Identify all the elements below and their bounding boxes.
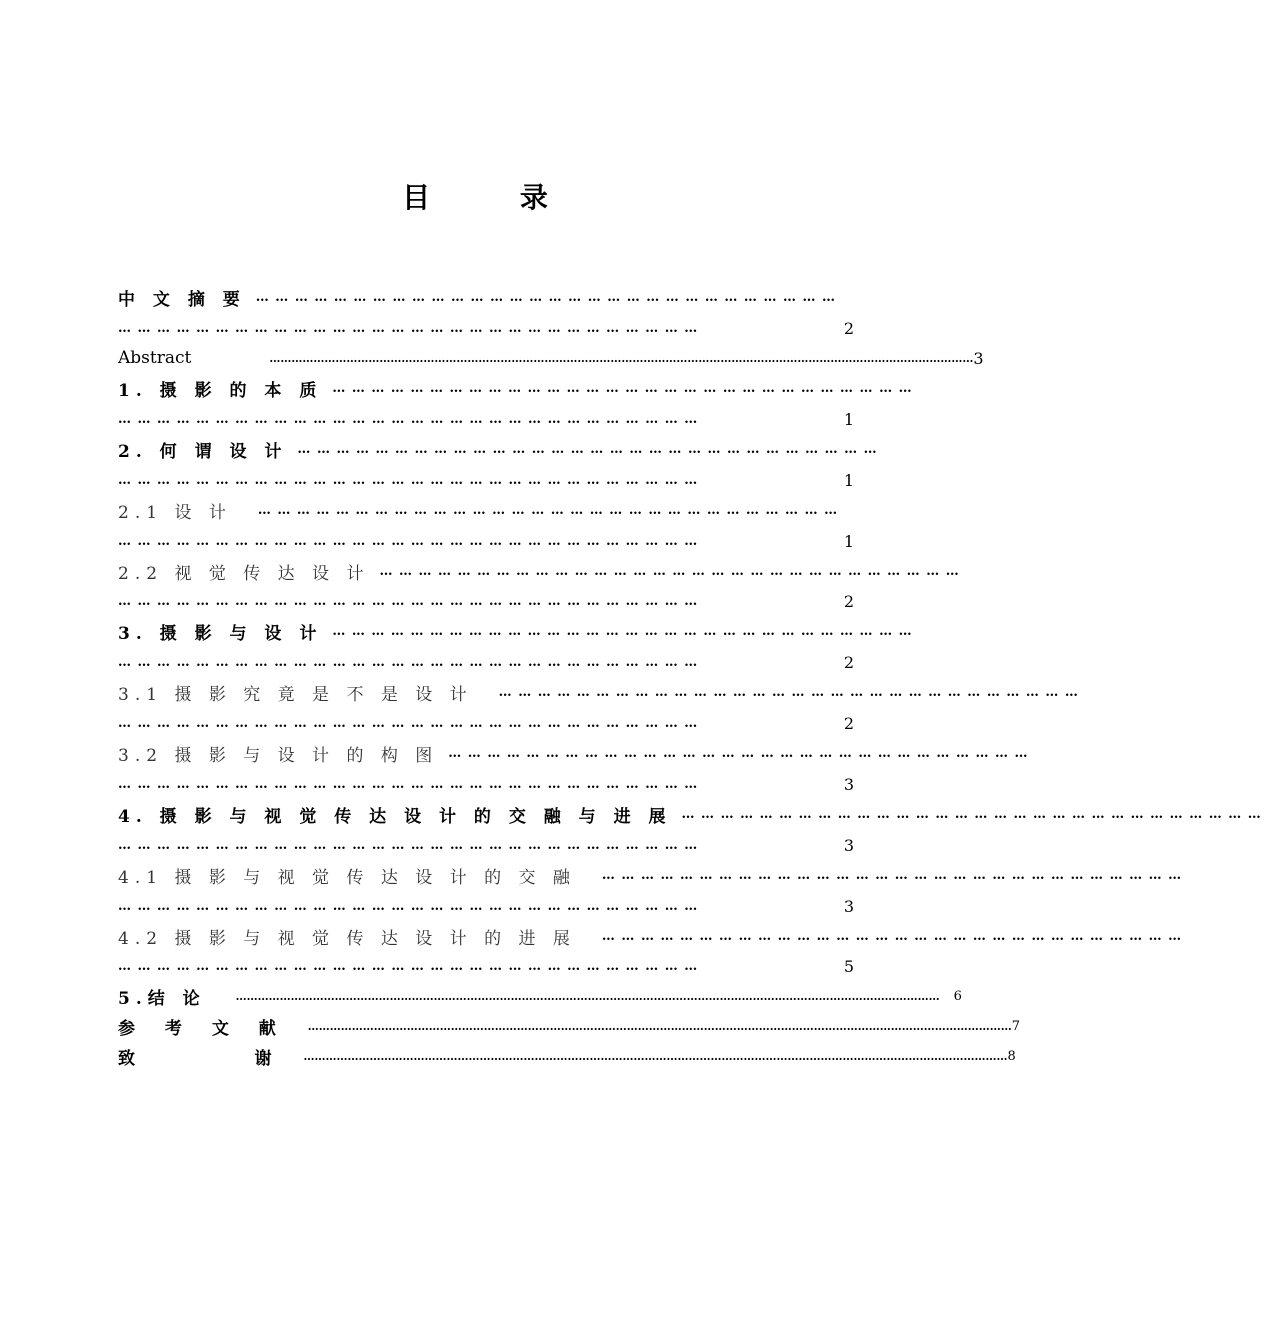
toc-entry-4-2-cont: [118, 955, 854, 977]
leader-dots: … … … … … … … … … … … … … … … … … … … … … … … … … … … … … …: [257, 502, 839, 518]
toc-entry-label: 4. 摄 影 与 视 觉 传 达 设 计 的 交 融 与 进 展: [118, 806, 672, 827]
leader-dots: … … … … … … … … … … … … … … … … … … … … … … … … … … … … … …: [118, 958, 699, 974]
toc-entry-label: 3.1 摄 影 究 竟 是 不 是 设 计: [118, 684, 473, 705]
toc-entry-label: 4.2 摄 影 与 视 觉 传 达 设 计 的 进 展: [118, 928, 576, 949]
leader-dots: … … … … … … … … … … … … … … … … … … … … … … … … … … … … … …: [297, 441, 878, 457]
leader-dots: … … … … … … … … … … … … … … … … … … … … … … … … … … … … … …: [118, 776, 699, 792]
toc-entry-abstract-en[interactable]: [118, 347, 984, 369]
toc-entry-2-1-cont: [118, 530, 854, 552]
leader-dots: … … … … … … … … … … … … … … … … … … … … … … … … … … … … … …: [681, 806, 1262, 822]
leader-dots: …………………………………………………………………………………………………………………………………………………………………………: [303, 1049, 1008, 1063]
toc-entry-3[interactable]: [118, 620, 913, 644]
leader-dots: … … … … … … … … … … … … … … … … … … … … … … … … … … … … … …: [118, 654, 699, 670]
toc-entry-3-1[interactable]: [118, 681, 1079, 705]
toc-entry-label: 参 考 文 献: [118, 1018, 288, 1039]
toc-entry-page: 5: [843, 956, 854, 976]
toc-entry-abstract-cn-cont: [118, 317, 854, 339]
toc-entry-4-2[interactable]: [118, 925, 1183, 949]
leader-dots: … … … … … … … … … … … … … … … … … … … … … … … … … … … … … …: [118, 411, 699, 427]
leader-dots: … … … … … … … … … … … … … … … … … … … … … … … … … … … … … …: [118, 472, 699, 488]
toc-entry-label: Abstract: [118, 348, 192, 368]
leader-dots: … … … … … … … … … … … … … … … … … … … … … … … … … … … … … …: [601, 867, 1183, 883]
toc-entry-page: 1: [843, 531, 854, 551]
toc-entry-2[interactable]: [118, 438, 878, 462]
toc-entry-label: 5.结 论: [118, 988, 206, 1009]
toc-entry-label: 3. 摄 影 与 设 计: [118, 623, 323, 644]
toc-entry-abstract-cn[interactable]: [118, 286, 854, 308]
toc-entry-1-cont: [118, 408, 854, 430]
toc-entry-3-1-cont: [118, 712, 854, 734]
leader-dots: … … … … … … … … … … … … … … … … … … … … … … … … … … … … … …: [601, 928, 1183, 944]
toc-title: 目 录: [402, 181, 588, 214]
toc-entry-5[interactable]: [118, 985, 962, 1009]
leader-dots: …………………………………………………………………………………………………………………………………………………………………………: [307, 1019, 1012, 1033]
toc-entry-page: 3: [843, 896, 854, 916]
leader-dots: … … … … … … … … … … … … … … … … … … … … … … … … … … … … … …: [448, 745, 1029, 761]
toc-entry-page: 1: [843, 409, 854, 429]
toc-entry-page: 7: [1011, 1018, 1021, 1034]
toc-entry-page: 8: [1007, 1048, 1016, 1064]
leader-dots: … … … … … … … … … … … … … … … … … … … … … … … … … … … … … …: [118, 593, 699, 609]
toc-entry-label: 2.1 设 计: [118, 502, 232, 523]
toc-entry-2-2[interactable]: [118, 560, 960, 584]
toc-entry-label: 3.2 摄 影 与 设 计 的 构 图: [118, 745, 439, 766]
toc-entry-page: 2: [843, 318, 854, 338]
toc-entry-page: 2: [843, 591, 854, 611]
toc-entry-page: 2: [843, 652, 854, 672]
toc-entry-page: 3: [973, 348, 984, 368]
toc-entry-1[interactable]: [118, 377, 913, 401]
leader-dots: …………………………………………………………………………………………………………………………………………………………………………: [235, 989, 940, 1003]
toc-entry-label: 2. 何 谓 设 计: [118, 441, 288, 462]
toc-entry-3-cont: [118, 651, 854, 673]
toc-entry-acknowledgement[interactable]: [118, 1045, 1016, 1069]
toc-entry-label: 1. 摄 影 的 本 质: [118, 380, 323, 401]
toc-entry-label: 4.1 摄 影 与 视 觉 传 达 设 计 的 交 融: [118, 867, 576, 888]
toc-entry-page: 6: [953, 988, 962, 1004]
toc-entry-page: 3: [843, 835, 854, 855]
toc-entry-page: 3: [843, 774, 854, 794]
toc-entry-2-2-cont: [118, 590, 854, 612]
leader-dots: … … … … … … … … … … … … … … … … … … … … … … … … … … … … … …: [255, 289, 837, 305]
toc-entry-3-2[interactable]: [118, 742, 1029, 766]
toc-entry-4[interactable]: [118, 803, 1262, 827]
toc-entry-references[interactable]: [118, 1015, 1021, 1039]
leader-dots: … … … … … … … … … … … … … … … … … … … … … … … … … … … … … …: [118, 533, 699, 549]
toc-entry-2-1[interactable]: [118, 499, 854, 521]
leader-dots: … … … … … … … … … … … … … … … … … … … … … … … … … … … … … …: [498, 684, 1079, 700]
leader-dots: … … … … … … … … … … … … … … … … … … … … … … … … … … … … … …: [379, 563, 960, 579]
leader-dots: … … … … … … … … … … … … … … … … … … … … … … … … … … … … … …: [332, 623, 913, 639]
leader-dots: … … … … … … … … … … … … … … … … … … … … … … … … … … … … … …: [118, 837, 699, 853]
toc-entry-4-cont: [118, 834, 854, 856]
toc-entry-2-cont: [118, 469, 854, 491]
leader-dots: … … … … … … … … … … … … … … … … … … … … … … … … … … … … … …: [118, 898, 699, 914]
leader-dots: … … … … … … … … … … … … … … … … … … … … … … … … … … … … … …: [118, 715, 699, 731]
leader-dots: … … … … … … … … … … … … … … … … … … … … … … … … … … … … … …: [118, 320, 699, 336]
toc-entry-page: 1: [843, 470, 854, 490]
leader-dots: …………………………………………………………………………………………………………………………………………………………………………: [269, 351, 974, 365]
toc-entry-label: 2.2 视 觉 传 达 设 计: [118, 563, 370, 584]
leader-dots: … … … … … … … … … … … … … … … … … … … … … … … … … … … … … …: [332, 380, 913, 396]
toc-entry-3-2-cont: [118, 773, 854, 795]
toc-entry-4-1-cont: [118, 895, 854, 917]
toc-entry-4-1[interactable]: [118, 864, 1183, 888]
toc-entry-page: 2: [843, 713, 854, 733]
toc-entry-label: 致 谢: [118, 1048, 284, 1069]
toc-entry-label: 中 文 摘 要: [118, 289, 246, 310]
